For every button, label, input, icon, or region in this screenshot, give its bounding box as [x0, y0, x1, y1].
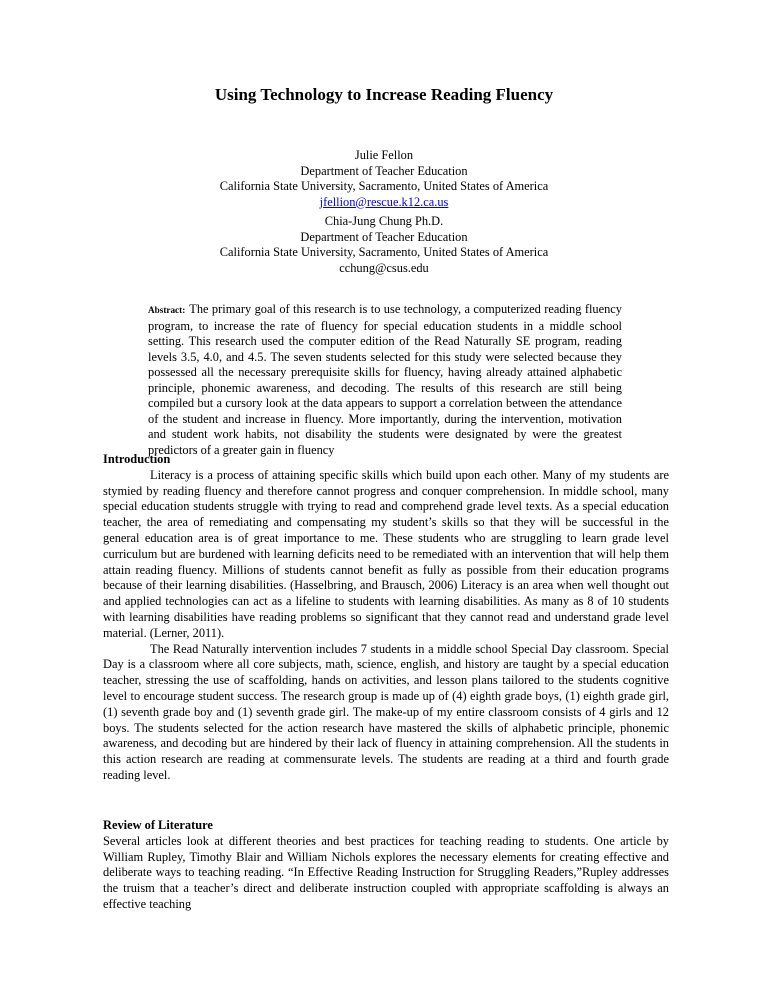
author-email-link[interactable]: jfellion@rescue.k12.ca.us — [319, 194, 449, 209]
author-department: Department of Teacher Education — [300, 229, 468, 244]
introduction-paragraph: The Read Naturally intervention includes 7 students in a middle school Special Day classroom. Special Day is a classroom where all core subjects, math, science, english, and history are taught by a special education teacher, stressing the use of scaffolding, hands on activities, and lesson plans tailored to the students cognitive level to encourage student success. The research group is made up of (4) eighth grade boys, (1) eighth grade girl, (1) seventh grade boy and (1) seventh grade girl. The make-up of my entire classroom consists of 4 girls and 12 boys. The students selected for the action research have mastered the skills of alphabetic principle, phonemic awareness, and decoding but are hindered by their lack of fluency in attaining comprehension. All the students in this action research are reading at commensurate levels. The students are reading at a third and fourth grade reading level. — [103, 641, 669, 782]
author-name: Julie Fellon — [354, 148, 414, 162]
review-section — [103, 818, 669, 913]
author-affiliation: California State University, Sacramento, United States of America — [219, 179, 549, 193]
abstract — [148, 302, 622, 458]
author-block-1 — [0, 148, 768, 210]
author-block-2 — [0, 214, 768, 276]
review-heading: Review of Literature — [103, 818, 213, 832]
introduction-paragraph: Literacy is a process of attaining specific skills which build upon each other. Many of my students are stymied by reading fluency and therefore cannot progress and conquer comprehension. In middle school, many special education students struggle with trying to read and comprehend grade level texts. As a special education teacher, the area of remediating and compensating my student’s skills so that they will be successful in the general education area is of great importance to me. These students who are struggling to learn grade level curriculum but are burdened with learning deficits need to be remediated with an intervention that will help them attain reading fluency. Millions of students cannot benefit as fully as possible from their education programs because of their learning disabilities. (Hasselbring, and Brausch, 2006) Literacy is an area when well thought out and applied technologies can act as a lifeline to students with learning disabilities. As many as 8 of 10 students with learning disabilities have reading problems so significant that they cannot read and understand grade level material. (Lerner, 2011). — [103, 467, 669, 640]
author-affiliation: California State University, Sacramento, United States of America — [219, 245, 549, 259]
introduction-section — [103, 452, 669, 784]
abstract-text: The primary goal of this research is to use technology, a computerized reading fluency program, to increase the rate of fluency for special education students in a middle school setting. This research used the computer edition of the Read Naturally SE program, reading levels 3.5, 4.0, and 4.5. The seven students selected for this study were selected because they possessed all the necessary prerequisite skills for fluency, having already attained alphabetic principle, phonemic awareness, and decoding. The results of this research are still being compiled but a cursory look at the data appears to support a correlation between the attendance of the student and increase in fluency. More importantly, during the intervention, motivation and student work habits, not disability the students were designated by were the greatest predictors of a greater gain in fluency — [148, 302, 622, 457]
paper-title: Using Technology to Increase Reading Fluency — [214, 85, 554, 104]
author-name: Chia-Jung Chung Ph.D. — [324, 214, 444, 228]
abstract-label: Abstract: — [148, 305, 186, 315]
author-email: cchung@csus.edu — [339, 260, 429, 275]
author-department: Department of Teacher Education — [300, 163, 468, 178]
introduction-heading: Introduction — [103, 452, 171, 466]
review-paragraph: Several articles look at different theories and best practices for teaching reading to students. One article by William Rupley, Timothy Blair and William Nichols explores the necessary elements for creating effective and deliberate ways to teaching reading. “In Effective Reading Instruction for Struggling Readers,”Rupley addresses the truism that a teacher’s direct and deliberate instruction coupled with appropriate scaffolding is always an effective teaching — [103, 833, 669, 911]
